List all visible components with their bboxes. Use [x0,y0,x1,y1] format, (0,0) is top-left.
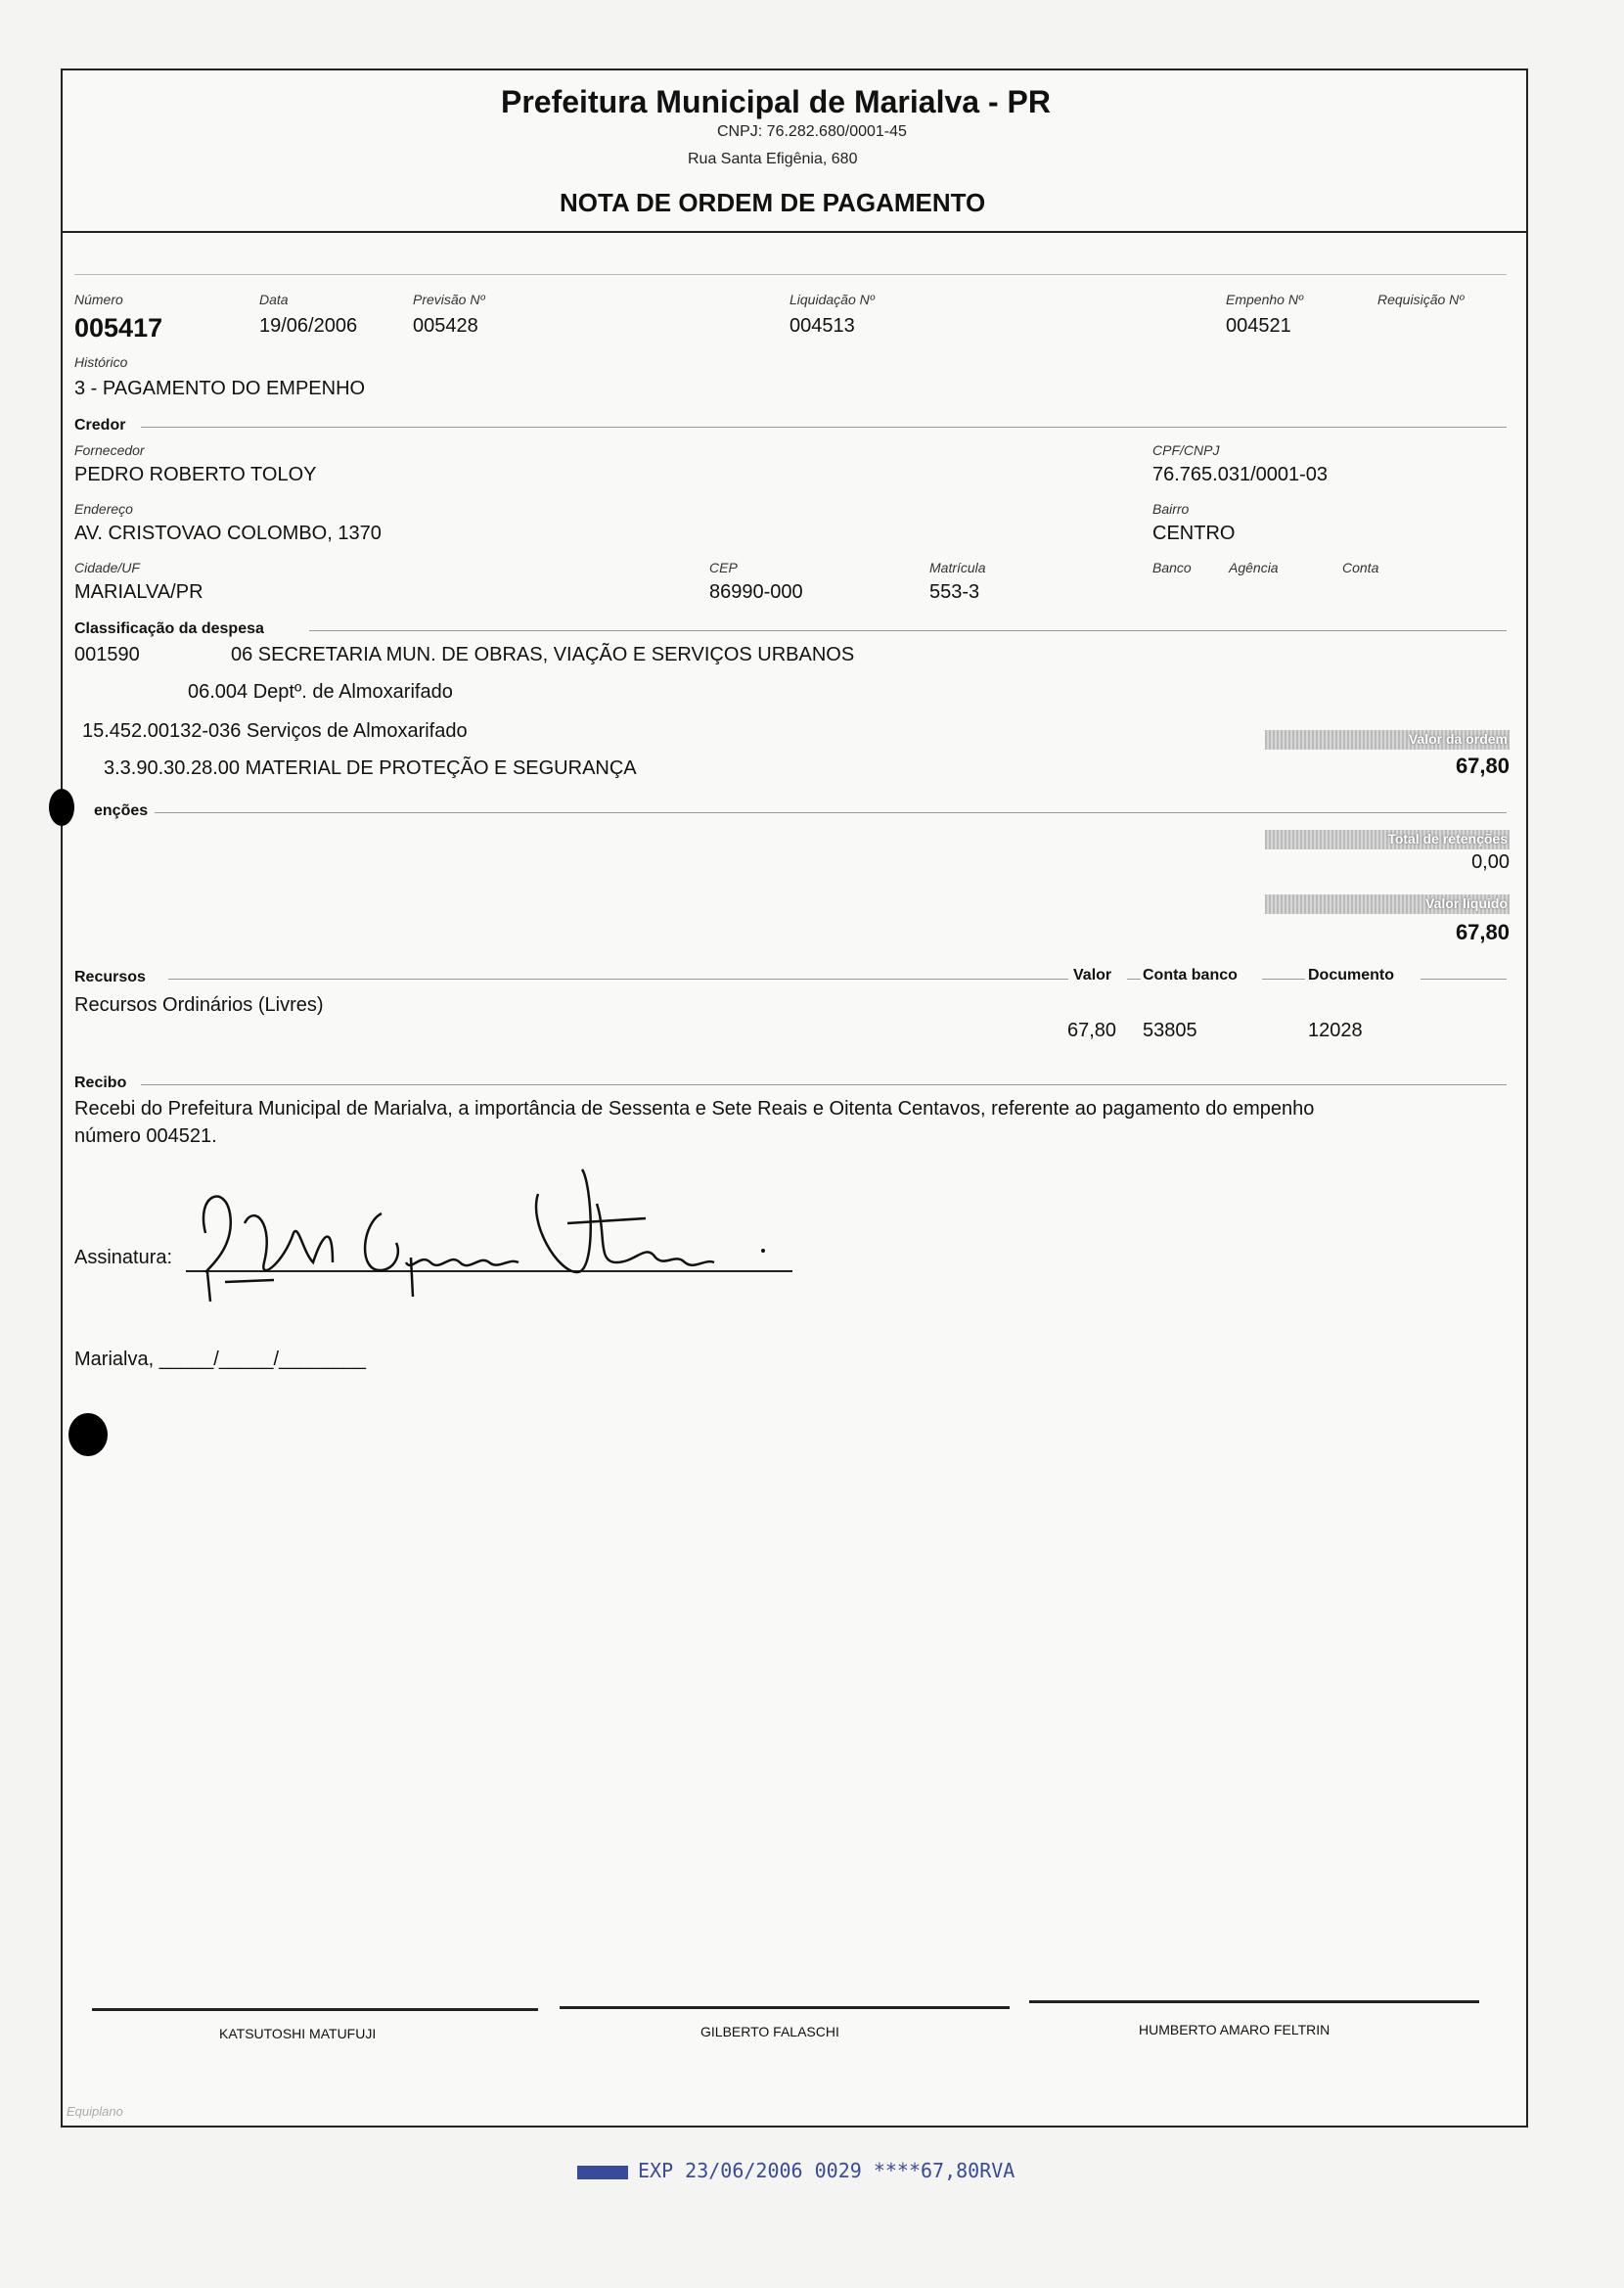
recursos-conta-banco-label: Conta banco [1143,967,1238,984]
valor-ordem-header [1265,730,1510,750]
endereco-value: AV. CRISTOVAO COLOMBO, 1370 [74,523,382,544]
handwritten-signature [186,1165,773,1302]
assinatura-label: Assinatura: [74,1247,173,1268]
classificacao-elemento: 3.3.90.30.28.00 MATERIAL DE PROTEÇÃO E SEGURANÇA [104,757,637,779]
recibo-text-line2: número 004521. [74,1125,217,1147]
empenho-label: Empenho Nº [1226,292,1304,307]
previsao-label: Previsão Nº [413,292,485,307]
recursos-documento: 12028 [1308,1020,1363,1041]
recursos-documento-label: Documento [1308,967,1394,984]
agencia-label: Agência [1229,560,1279,575]
data-value: 19/06/2006 [259,315,358,337]
signatory-1: KATSUTOSHI MATUFUJI [219,2026,377,2041]
matricula-value: 553-3 [929,581,980,603]
recursos-doc-rule [1421,979,1507,980]
banco-label: Banco [1152,560,1192,575]
valor-liquido-label: Valor líquido [1424,895,1508,911]
liquidacao-value: 004513 [789,315,855,337]
valor-ordem-value: 67,80 [1455,754,1510,778]
endereco-label: Endereço [74,501,133,517]
retencoes-rule [155,812,1507,813]
historico-value: 3 - PAGAMENTO DO EMPENHO [74,378,366,399]
cpf-value: 76.765.031/0001-03 [1152,464,1329,485]
fornecedor-label: Fornecedor [74,442,145,458]
signature-line-3 [1029,2000,1479,2003]
requisicao-label: Requisição Nº [1377,292,1465,307]
numero-value: 005417 [74,313,163,343]
classificacao-section-title: Classificação da despesa [74,620,264,637]
valor-liquido-header [1265,894,1510,914]
cpf-label: CPF/CNPJ [1152,442,1220,458]
bank-stamp-text: EXP 23/06/2006 0029 ****67,80RVA [638,2159,1015,2182]
classificacao-rule [309,630,1507,631]
equiplano-watermark: Equiplano [67,2104,123,2119]
recursos-valor-label: Valor [1073,967,1112,984]
conta-label: Conta [1342,560,1379,575]
credor-rule [141,427,1507,428]
fornecedor-value: PEDRO ROBERTO TOLOY [74,464,317,485]
bank-stamp [577,2159,1015,2182]
recursos-descricao: Recursos Ordinários (Livres) [74,994,324,1016]
signature-line-1 [92,2008,538,2011]
bairro-value: CENTRO [1152,523,1236,544]
liquidacao-label: Liquidação Nº [789,292,875,307]
total-retencoes-label: Total de retenções [1387,831,1508,847]
recursos-valor: 67,80 [1067,1020,1117,1041]
page-title: Prefeitura Municipal de Marialva - PR [501,84,1051,119]
top-rule [74,274,1507,275]
signature-line-2 [560,2006,1010,2009]
valor-ordem-label: Valor da ordem [1408,731,1508,747]
recursos-rule [168,979,1068,980]
punch-hole-mark [49,789,74,826]
historico-label: Histórico [74,354,128,370]
matricula-label: Matrícula [929,560,986,575]
classificacao-codigo: 001590 [74,644,140,665]
recursos-conta-banco: 53805 [1143,1020,1197,1041]
recibo-section-title: Recibo [74,1075,127,1091]
bank-logo-icon [577,2166,628,2179]
recibo-text-line1: Recebi do Prefeitura Municipal de Marialva, a importância de Sessenta e Sete Reais e Oitenta Centavos, referente ao pagamento do empenho [74,1098,1315,1120]
classificacao-unidade: 06.004 Deptº. de Almoxarifado [188,681,453,703]
total-retencoes-header [1265,830,1510,849]
signatory-3: HUMBERTO AMARO FELTRIN [1139,2022,1331,2037]
document-title: NOTA DE ORDEM DE PAGAMENTO [560,188,986,217]
recursos-conta-rule [1262,979,1305,980]
cep-value: 86990-000 [709,581,803,603]
cidade-value: MARIALVA/PR [74,581,203,603]
recursos-section-title: Recursos [74,969,146,985]
valor-liquido-value: 67,80 [1455,920,1510,944]
cep-label: CEP [709,560,738,575]
recursos-valor-rule [1127,979,1141,980]
empenho-value: 004521 [1226,315,1291,337]
recibo-rule [141,1084,1507,1085]
total-retencoes-value: 0,00 [1471,851,1510,873]
address-text: Rua Santa Efigênia, 680 [688,151,858,167]
retencoes-section-title: enções [94,802,149,819]
previsao-value: 005428 [413,315,478,337]
cnpj-text: CNPJ: 76.282.680/0001-45 [717,123,907,140]
numero-label: Número [74,292,123,307]
credor-section-title: Credor [74,417,126,434]
signatory-2: GILBERTO FALASCHI [700,2024,839,2039]
classificacao-funcional: 15.452.00132-036 Serviços de Almoxarifado [82,720,468,742]
bairro-label: Bairro [1152,501,1190,517]
data-label: Data [259,292,289,307]
cidade-label: Cidade/UF [74,560,140,575]
header-divider [61,231,1526,233]
local-data: Marialva, _____/_____/________ [74,1349,367,1370]
classificacao-orgao: 06 SECRETARIA MUN. DE OBRAS, VIAÇÃO E SERVIÇOS URBANOS [231,644,855,665]
punch-hole-mark-2 [68,1413,108,1456]
